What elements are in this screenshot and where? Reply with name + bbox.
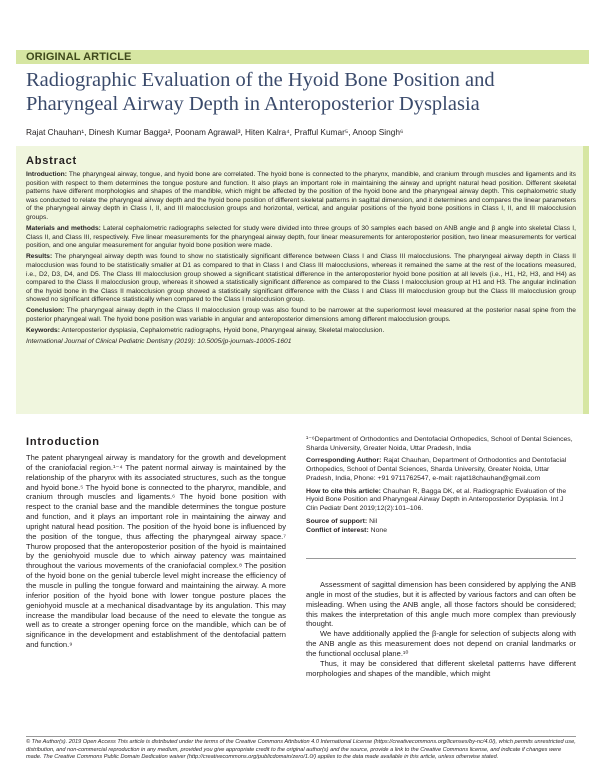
- abstract-body: [26, 171, 576, 349]
- paragraph: Thus, it may be considered that different skeletal patterns have different morphologies and shapes of the mandible, which might: [306, 658, 576, 678]
- section-label: ORIGINAL ARTICLE: [26, 51, 132, 63]
- introduction-heading: Introduction: [26, 436, 100, 448]
- abstract-results: The pharyngeal airway depth was found to show no statistically significant difference between Class I and Class III malocclusions. The pharyngeal airway depth in Class II malocclusion was found to be statistically smaller at D1 as compared to that in Class I and Class III malocclusions, whereas it remained the same at the rest of the locations measured, i.e., D2, D3, D4, and D5. The Class III malocclusion group showed a significant statistical difference in the anteroposterior hyoid bone position at all levels (i.e., H1, H2, H3, and H4) as compared to the Class II malocclusion group, whereas it showed a statistically significant difference as compared to the Class I malocclusion group at H1 and H3. The angular inclination of the hyoid bone in the Class II malocclusion group showed a statistically significant difference with the Class I and Class III malocclusion group but the Class III malocclusion group showed no significant difference statistically when compared to the Class I malocclusion group.: [26, 253, 576, 304]
- abstract-introduction: The pharyngeal airway, tongue, and hyoid bone are correlated. The hyoid bone is connected to the pharynx, mandible, and cranium through muscles and ligaments and its position with respect to them determines the tongue posture and function. It also plays an important role in maintaining the airway and upright natural head position. Different skeletal patterns have different morphologies and shapes of the mandible, which might be affected by the position of the hyoid bone and the pharyngeal airway depth. This cephalometric study was conducted to relate the pharyngeal airway depth and the hyoid bone position of different skeletal patterns in sagittal dimension, and it determines and compares the linear parameters of the pharyngeal airway depth in Class I, II, and III malocclusion groups and horizontal, vertical, and angular positions of the hyoid bone positions in Class I, II, and III malocclusion groups.: [26, 171, 576, 221]
- introduction-column: [26, 453, 286, 650]
- divider: [306, 558, 576, 559]
- results-label: Results:: [26, 253, 53, 261]
- conflict-value: None: [370, 527, 388, 535]
- support-label: Source of support:: [306, 517, 368, 525]
- paragraph: Assessment of sagittal dimension has been considered by applying the ANB angle in most of the studies, but it is affected by various factors and can often be misleading. When using the ANB angle, all those factors should be considered; this makes the interpretation of this angle much more complex than previously thought.: [306, 580, 576, 629]
- corresponding-label: Corresponding Author:: [306, 457, 382, 465]
- methods-label: Materials and methods:: [26, 225, 101, 233]
- license-footer: © The Author(s). 2019 Open Access This article is distributed under the terms of the Creative Commons Attribution 4.0 International License (https://creativecommons.org/licenses/by-nc/4.0/), which permits unrestricted use, distribution, and non-commercial reproduction in any medium, provided you give appropriate credit to the original author(s) and the source, provide a link to the Creative Commons license, and indicate if changes were made. The Creative Commons Public Domain Dedication waiver (http://creativecommons.org/publicdomain/zero/1.0/) applies to the data made available in this article, unless otherwise stated.: [26, 739, 576, 761]
- conflict-label: Conflict of interest:: [306, 527, 369, 535]
- affiliation-block: [306, 436, 576, 540]
- corresponding-author: Rajat Chauhan, Department of Orthodontics and Dentofacial Orthopedics, School of Dental Sciences, Sharda University, Greater Noida, Uttar Pradesh, India, Phone: +91 9711762547, e-mail: rajat18chauhan@gmail.com: [306, 457, 567, 482]
- intro-label: Introduction:: [26, 171, 67, 178]
- introduction-paragraph: The patent pharyngeal airway is mandatory for the growth and development of the craniofacial region.¹⁻⁴ The patent normal airway is maintained by the relationship of the pharynx with its associated structures, such as the tongue and hyoid bone.⁵ The hyoid bone is connected to the pharynx, mandible, and cranium through muscles and ligaments.⁶ The hyoid bone position with respect to the cranial base and the mandible determines the tongue posture and function, and it plays an important role in maintaining the airway and upright natural head position. The position of the hyoid bone is influenced by the position of the tongue, thus affecting the pharyngeal airway space.⁷ Thurow proposed that the anteroposterior position of the hyoid is maintained by the geniohyoid muscle due to which airway patency was maintained throughout the various movements of the craniofacial complex.⁸ The position of the hyoid bone on the genial tubercle level might increase the efficiency of the muscle in pulling the tongue forward and maintaining the airway. A more inferior position of the hyoid bone with lower tongue posture places the geniohyoid muscle at a mechanical disadvantage by its angulation. This may increase the mandibular load because of the need to elevate the tongue as well as to create a stronger opening force on the mandible, which can be of significance in the development and establishment of the dentofacial pattern and function.⁹: [26, 453, 286, 650]
- abstract-conclusion: The pharyngeal airway depth in the Class II malocclusion group was also found to be narrower at the superiormost level measured at the posterior nasal spine from the posterior pharyngeal wall. The hyoid bone position was variable in angular and anteroposterior dimensions among different malocclusion groups.: [26, 307, 576, 323]
- abstract-methods: Lateral cephalometric radiographs selected for study were divided into three groups of 30 samples each based on ANB angle and β angle into skeletal Class I, Class II, and Class III, respectively. Five linear measurements for the pharyngeal airway depth, four linear measurements for anteroposterior position, two linear measurements for vertical position, and one angular measurement for angular hyoid bone position were made.: [26, 225, 576, 250]
- affiliation-text: ¹⁻⁶Department of Orthodontics and Dentofacial Orthopedics, School of Dental Sciences, Sharda University, Greater Noida, Uttar Pradesh, India: [306, 436, 573, 452]
- author-list: Rajat Chauhan¹, Dinesh Kumar Bagga², Poonam Agrawal³, Hiten Kalra⁴, Prafful Kumar⁵, Anoop Singh⁶: [26, 127, 404, 137]
- abstract-keywords: Anteroposterior dysplasia, Cephalometric radiographs, Hyoid bone, Pharyngeal airway, Skeletal malocclusion.: [61, 327, 385, 335]
- support-value: Nil: [369, 517, 378, 525]
- cite-label: How to cite this article:: [306, 487, 381, 495]
- keywords-label: Keywords:: [26, 327, 60, 335]
- conclusion-label: Conclusion:: [26, 307, 65, 315]
- abstract-heading: Abstract: [26, 155, 78, 167]
- cite-text: Chauhan R, Bagga DK, et al. Radiographic Evaluation of the Hyoid Bone Position and Pharyngeal Airway Depth in Anteroposterior Dysplasia. Int J Clin Pediatr Dent 2019;12(2):101–106.: [306, 487, 567, 512]
- journal-citation: International Journal of Clinical Pediatric Dentistry (2019): 10.5005/jp-journals-10005-1601: [26, 338, 292, 346]
- paragraph: We have additionally applied the β-angle for selection of subjects along with the ANB angle as this measurement does not depend on cranial landmarks or the functional occlusal plane.¹⁰: [306, 629, 576, 658]
- article-title: Radiographic Evaluation of the Hyoid Bone Position and Pharyngeal Airway Depth in Anteroposterior Dysplasia: [26, 69, 495, 115]
- footer-divider: [26, 736, 576, 737]
- right-column: [306, 580, 576, 678]
